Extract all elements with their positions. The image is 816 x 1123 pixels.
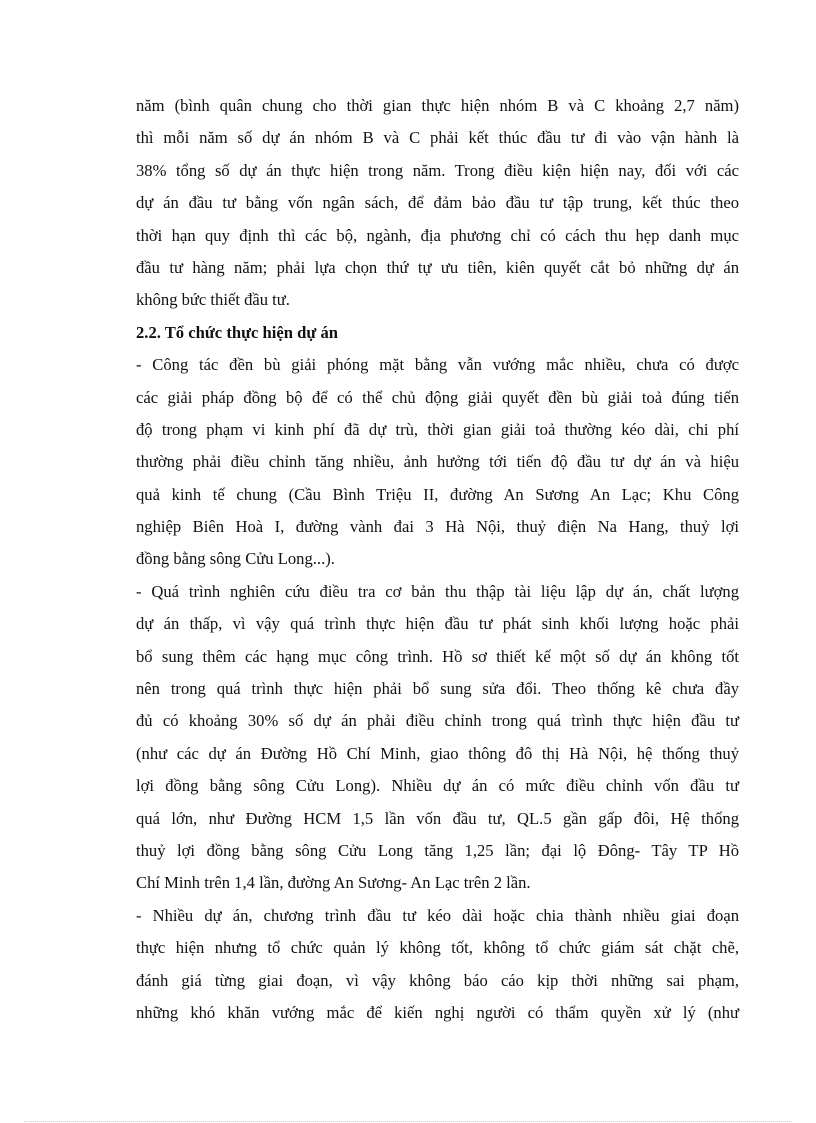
text-line: - Công tác đền bù giải phóng mặt bằng vẫn vướng mắc nhiều, chưa có được: [136, 355, 739, 375]
paragraph-research: [136, 576, 739, 900]
text-line: thời hạn quy định thì các bộ, ngành, địa phương chỉ có cách thu hẹp danh mục: [136, 225, 739, 245]
text-line: thì mỗi năm số dự án nhóm B và C phải kết thúc đầu tư đi vào vận hành là: [136, 128, 739, 148]
paragraph-intro: [136, 90, 739, 317]
text-line: bổ sung thêm các hạng mục công trình. Hồ sơ thiết kế một số dự án không tốt: [136, 646, 739, 666]
text-line: quả kinh tế chung (Cầu Bình Triệu II, đường An Sương An Lạc; Khu Công: [136, 484, 739, 504]
text-line: Chí Minh trên 1,4 lần, đường An Sương- An Lạc trên 2 lần.: [136, 873, 531, 893]
text-line: 38% tổng số dự án thực hiện trong năm. Trong điều kiện hiện nay, đối với các: [136, 160, 739, 180]
text-line: độ trong phạm vi kinh phí đã dự trù, thời gian giải toả thường kéo dài, chi phí: [136, 419, 739, 439]
text-line: lợi đồng bằng sông Cửu Long). Nhiều dự án có mức điều chỉnh vốn đầu tư: [136, 776, 739, 796]
text-line: - Nhiều dự án, chương trình đầu tư kéo dài hoặc chia thành nhiều giai đoạn: [136, 905, 739, 925]
text-line: nên trong quá trình thực hiện phải bổ sung sửa đổi. Theo thống kê chưa đầy: [136, 679, 739, 699]
text-line: dự án đầu tư bằng vốn ngân sách, để đảm bảo đầu tư tập trung, kết thúc theo: [136, 193, 739, 213]
text-line: năm (bình quân chung cho thời gian thực hiện nhóm B và C khoảng 2,7 năm): [136, 96, 739, 115]
text-line: nghiệp Biên Hoà I, đường vành đai 3 Hà Nội, thuỷ điện Na Hang, thuỷ lợi: [136, 517, 739, 537]
paragraph-management: [136, 900, 739, 1030]
text-line: đủ có khoảng 30% số dự án phải điều chỉnh trong quá trình thực hiện đầu tư: [136, 711, 739, 731]
text-line: (như các dự án Đường Hồ Chí Minh, giao thông đô thị Hà Nội, hệ thống thuỷ: [136, 743, 739, 763]
text-line: đồng bằng sông Cửu Long...).: [136, 549, 335, 569]
text-line: thực hiện nhưng tổ chức quản lý không tốt, không tổ chức giám sát chặt chẽ,: [136, 938, 739, 958]
text-line: - Quá trình nghiên cứu điều tra cơ bản thu thập tài liệu lập dự án, chất lượng: [136, 581, 739, 601]
document-body: [136, 90, 739, 1029]
text-line: quá lớn, như Đường HCM 1,5 lần vốn đầu tư, QL.5 gần gấp đôi, Hệ thống: [136, 808, 739, 828]
text-line: thường phải điều chỉnh tăng nhiều, ảnh hưởng tới tiến độ đầu tư dự án và hiệu: [136, 452, 739, 472]
text-line: thuỷ lợi đồng bằng sông Cửu Long tăng 1,25 lần; đại lộ Đông- Tây TP Hồ: [136, 840, 739, 860]
text-line: đầu tư hàng năm; phải lựa chọn thứ tự ưu tiên, kiên quyết cắt bỏ những dự án: [136, 257, 739, 277]
text-line: không bức thiết đầu tư.: [136, 290, 290, 310]
text-line: dự án thấp, vì vậy quá trình thực hiện đầu tư phát sinh khối lượng hoặc phải: [136, 614, 739, 634]
page-bottom-divider: [24, 1121, 792, 1122]
text-line: những khó khăn vướng mắc để kiến nghị người có thẩm quyền xử lý (như: [136, 1002, 739, 1022]
text-line: các giải pháp đồng bộ để có thể chủ động giải quyết đền bù giải toả đúng tiến: [136, 387, 739, 407]
text-line: đánh giá từng giai đoạn, vì vậy không báo cáo kịp thời những sai phạm,: [136, 970, 739, 990]
section-heading: 2.2. Tổ chức thực hiện dự án: [136, 322, 338, 342]
paragraph-compensation: [136, 349, 739, 576]
